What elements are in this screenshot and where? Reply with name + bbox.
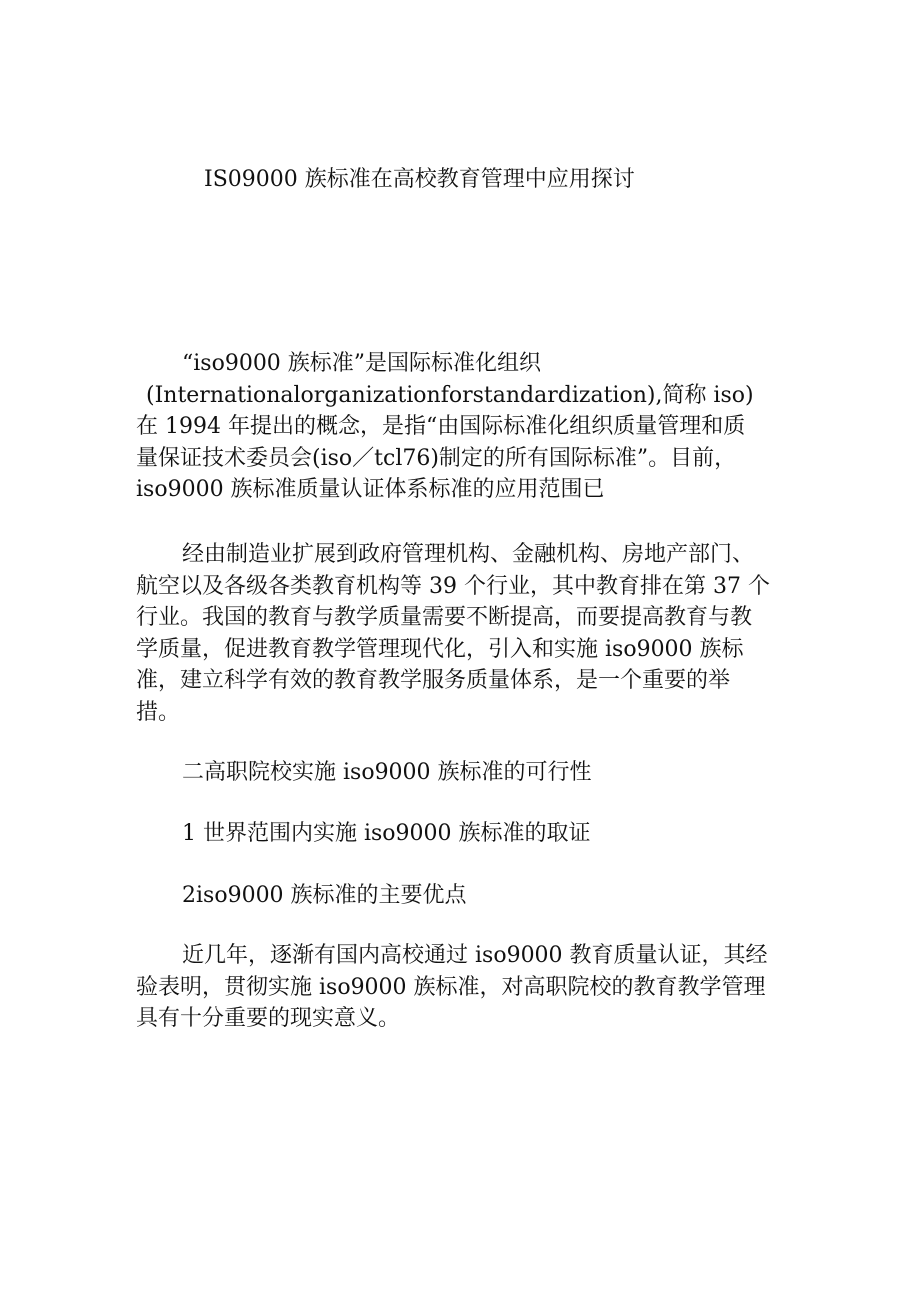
paragraph-line: 量保证技术委员会(iso／tcl76)制定的所有国际标准”。目前， [136,445,737,471]
paragraph-line: 具有十分重要的现实意义。 [136,1006,401,1031]
paragraph-line: (Internationalorganizationforstandardization),简称 iso) [146,382,754,408]
paragraph-line: 行业。我国的教育与教学质量需要不断提高，而要提高教育与教 [136,605,753,630]
section-heading-feasibility [136,757,786,789]
subsection-heading-advantages [136,880,786,912]
subsection-heading-text: 1 世界范围内实施 iso9000 族标准的取证 [182,821,591,846]
paragraph-recent-practice [136,940,786,1035]
paragraph-line: iso9000 族标准质量认证体系标准的应用范围已 [136,477,605,502]
paragraph-line: 经由制造业扩展到政府管理机构、金融机构、房地产部门、 [182,542,755,567]
paragraph-line: 准，建立科学有效的教育教学服务质量体系，是一个重要的举 [136,668,731,693]
paragraph-line: 近几年，逐渐有国内高校通过 iso9000 教育质量认证，其经 [182,943,768,968]
paragraph-line: 学质量，促进教育教学管理现代化，引入和实施 iso9000 族标 [136,636,744,662]
paragraph-iso-definition [136,348,786,506]
document-title: IS09000 族标准在高校教育管理中应用探讨 [204,167,635,192]
paragraph-line: 在 1994 年提出的概念，是指“由国际标准化组织质量管理和质 [136,414,746,439]
subsection-heading-text: 2iso9000 族标准的主要优点 [182,883,467,908]
subsection-heading-certification [136,818,786,850]
paragraph-line: 措。 [136,699,181,725]
paragraph-line: 验表明，贯彻实施 iso9000 族标准，对高职院校的教育教学管理 [136,974,766,1000]
section-heading-text: 二高职院校实施 iso9000 族标准的可行性 [182,760,592,785]
paragraph-line: “iso9000 族标准”是国际标准化组织 [182,351,542,376]
paragraph-line: 航空以及各级各类教育机构等 39 个行业，其中教育排在第 37 个 [136,573,770,599]
paragraph-scope-expansion [136,539,786,728]
